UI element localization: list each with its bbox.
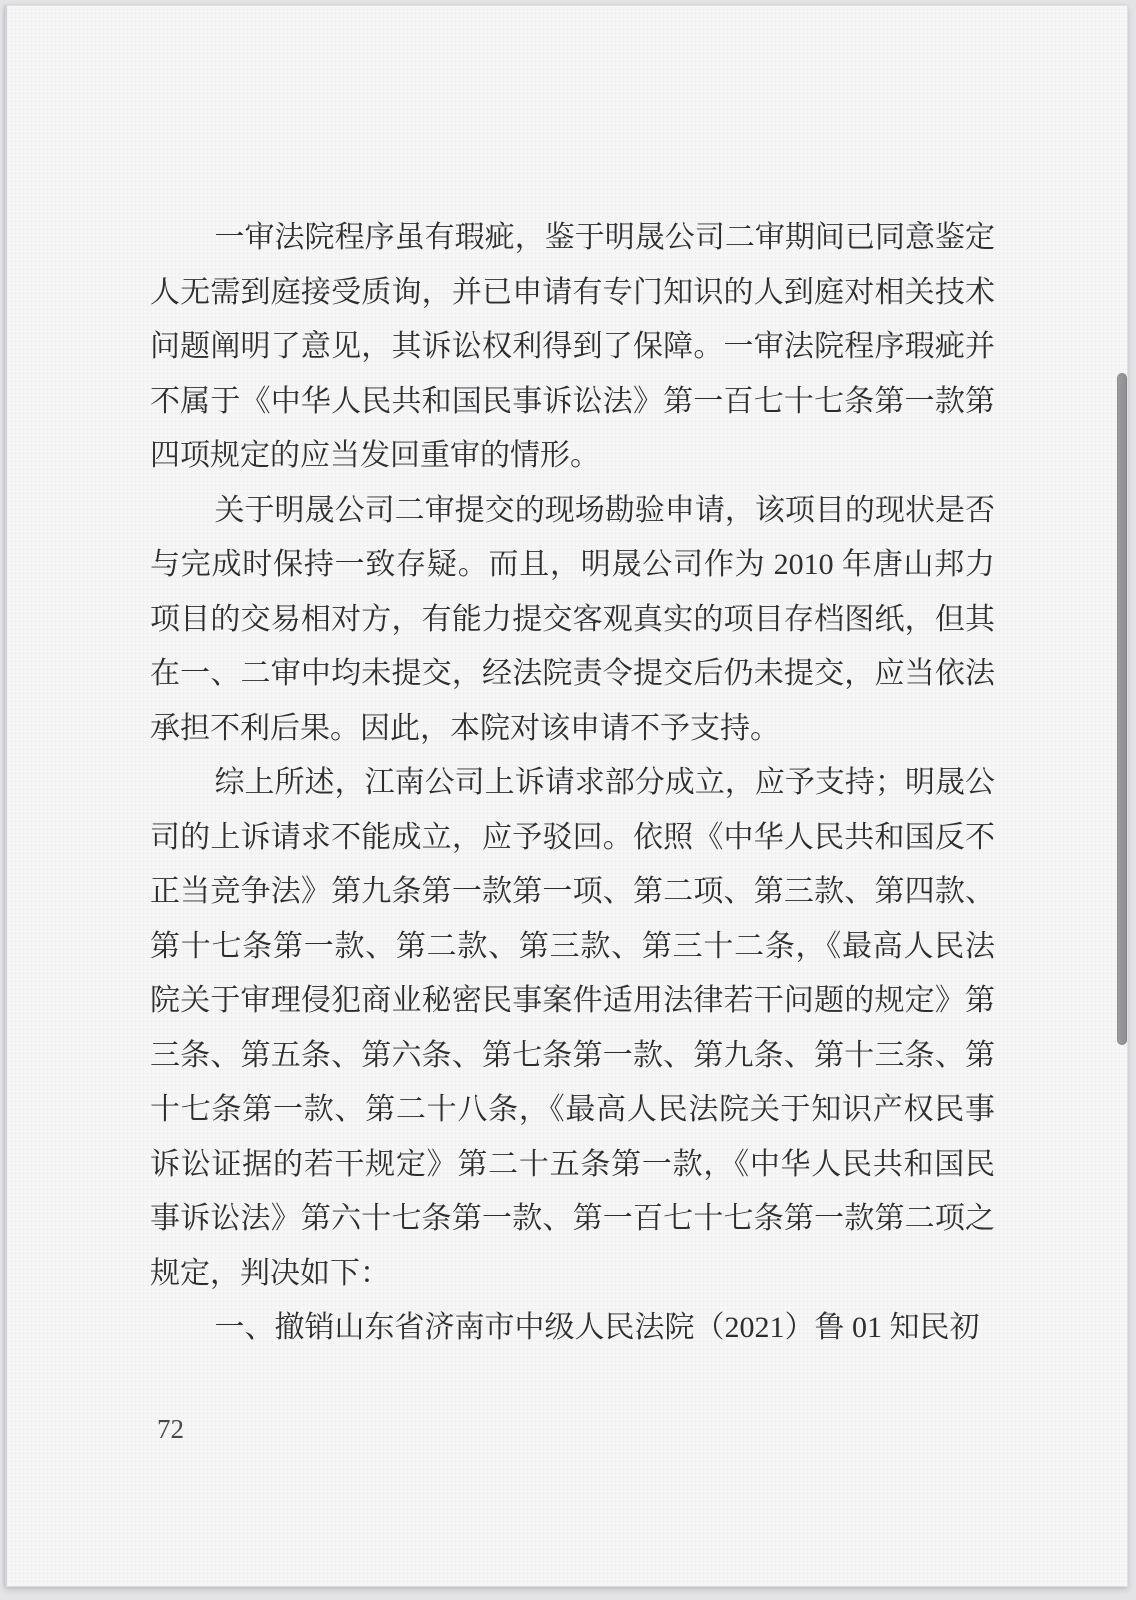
text-line: 综上所述，江南公司上诉请求部分成立，应予支持；明晟公 bbox=[214, 766, 995, 799]
paragraph bbox=[150, 484, 995, 757]
text-body bbox=[150, 6, 995, 1356]
text-line: 司的上诉请求不能成立，应予驳回。依照《中华人民共和国反不 bbox=[150, 820, 995, 854]
text-line: 人无需到庭接受质询，并已申请有专门知识的人到庭对相关技术 bbox=[150, 275, 995, 309]
text-line: 一、撤销山东省济南市中级人民法院（2021）鲁 01 知民初 bbox=[214, 1311, 980, 1344]
text-line: 十七条第一款、第二十八条，《最高人民法院关于知识产权民事 bbox=[150, 1093, 995, 1126]
text-line: 院关于审理侵犯商业秘密民事案件适用法律若干问题的规定》第 bbox=[150, 984, 995, 1017]
paragraph bbox=[150, 211, 995, 484]
paragraph bbox=[150, 756, 995, 1301]
text-line: 三条、第五条、第六条、第七条第一款、第九条、第十三条、第 bbox=[150, 1038, 995, 1072]
page-number: 72 bbox=[157, 1414, 184, 1444]
text-line: 项目的交易相对方，有能力提交客观真实的项目存档图纸，但其 bbox=[150, 602, 995, 636]
text-line: 诉讼证据的若干规定》第二十五条第一款，《中华人民共和国民 bbox=[150, 1147, 995, 1181]
text-line: 一审法院程序虽有瑕疵，鉴于明晟公司二审期间已同意鉴定 bbox=[214, 221, 995, 254]
text-line: 承担不利后果。因此，本院对该申请不予支持。 bbox=[150, 711, 780, 745]
text-line: 问题阐明了意见，其诉讼权利得到了保障。一审法院程序瑕疵并 bbox=[150, 330, 995, 363]
text-line: 不属于《中华人民共和国民事诉讼法》第一百七十七条第一款第 bbox=[150, 384, 995, 418]
text-line: 在一、二审中均未提交，经法院责令提交后仍未提交，应当依法 bbox=[150, 657, 995, 690]
text-line: 规定，判决如下： bbox=[150, 1256, 390, 1290]
document-page bbox=[5, 5, 1128, 1587]
paragraph bbox=[150, 1301, 995, 1356]
text-line: 四项规定的应当发回重审的情形。 bbox=[150, 439, 600, 472]
text-line: 事诉讼法》第六十七条第一款、第一百七十七条第一款第二项之 bbox=[150, 1202, 995, 1235]
text-line: 关于明晟公司二审提交的现场勘验申请，该项目的现状是否 bbox=[214, 493, 995, 527]
text-line: 正当竞争法》第九条第一款第一项、第二项、第三款、第四款、 bbox=[150, 875, 995, 908]
scrollbar-thumb[interactable] bbox=[1117, 373, 1127, 1045]
text-line: 与完成时保持一致存疑。而且，明晟公司作为 2010 年唐山邦力 bbox=[150, 548, 995, 581]
text-line: 第十七条第一款、第二款、第三款、第三十二条，《最高人民法 bbox=[150, 929, 995, 963]
